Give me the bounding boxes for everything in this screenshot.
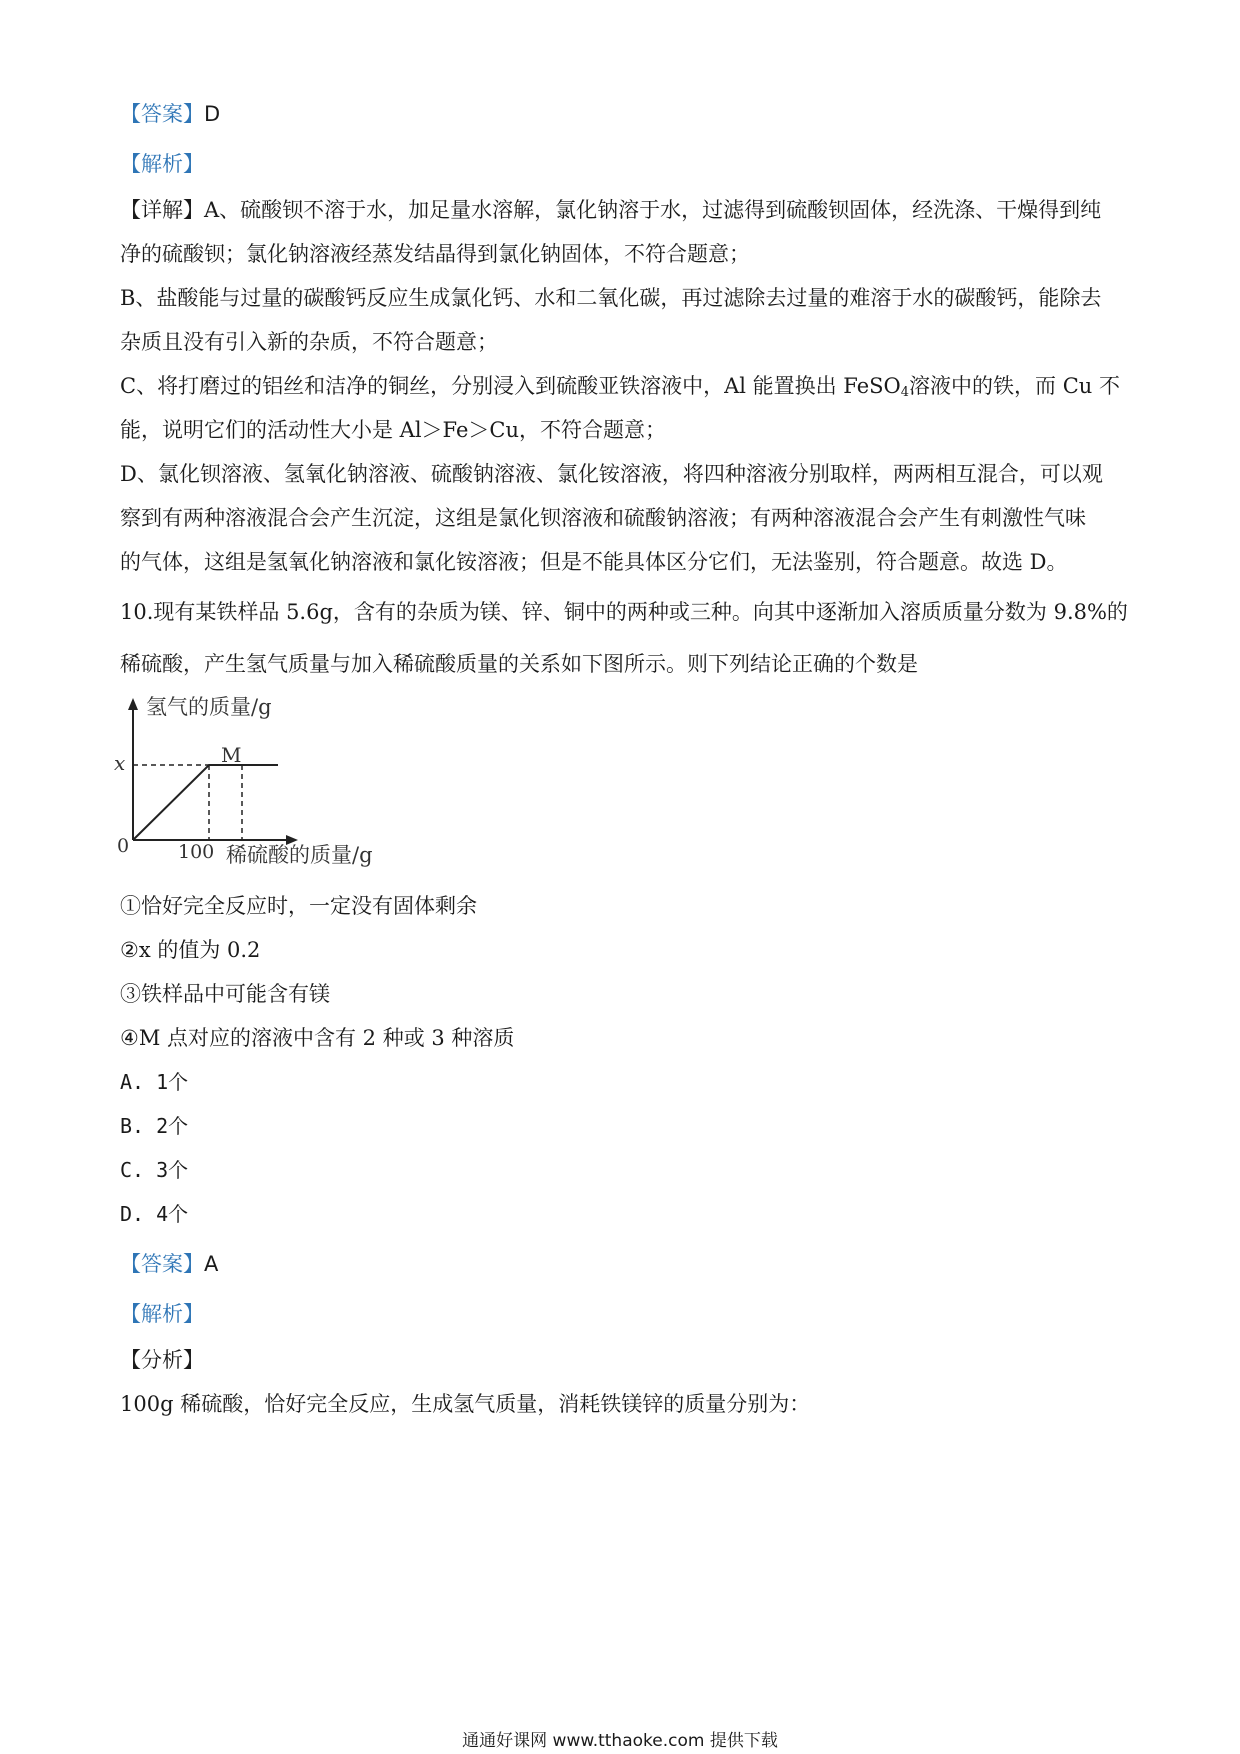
q10-fenxi-tag: 【分析】 bbox=[120, 1348, 204, 1372]
c-line-tail: 溶液中的铁，而 Cu 不 bbox=[909, 374, 1120, 398]
q9-detail-line-9: 的气体，这组是氢氧化钠溶液和氯化铵溶液；但是不能具体区分它们，无法鉴别，符合题意。故选 D。 bbox=[120, 550, 1068, 574]
q10-stem-line-1: 10.现有某铁样品 5.6g，含有的杂质为镁、锌、铜中的两种或三种。向其中逐渐加入溶质质量分数为 9.8%的 bbox=[120, 600, 1128, 624]
q10-analysis-tag: 【解析】 bbox=[120, 1302, 204, 1326]
answer-tag: 【答案】 bbox=[120, 1252, 204, 1276]
option-a: A. 1个 bbox=[120, 1070, 189, 1094]
answer-value: D bbox=[204, 102, 221, 126]
hydrogen-mass-chart bbox=[110, 690, 440, 880]
y-tick-label: x bbox=[114, 751, 126, 775]
page-footer: 通通好课网 www.tthaoke.com 提供下载 bbox=[462, 1731, 778, 1751]
q9-detail-line-4: 杂质且没有引入新的杂质，不符合题意； bbox=[120, 330, 498, 354]
y-axis-label: 氢气的质量/g bbox=[146, 695, 272, 719]
q10-answer bbox=[120, 1250, 218, 1278]
q9-detail-line-1: 【详解】A、硫酸钡不溶于水，加足量水溶解，氯化钠溶于水，过滤得到硫酸钡固体，经洗涤、干燥得到纯 bbox=[120, 198, 1102, 222]
y-axis-arrow bbox=[128, 698, 138, 710]
option-c: C. 3个 bbox=[120, 1158, 189, 1182]
q9-detail-line-3: B、盐酸能与过量的碳酸钙反应生成氯化钙、水和二氧化碳，再过滤除去过量的难溶于水的碳酸钙，能除去 bbox=[120, 286, 1102, 310]
c-line-head: C、将打磨过的铝丝和洁净的铜丝，分别浸入到硫酸亚铁溶液中，Al 能置换出 FeSO bbox=[120, 374, 901, 398]
q9-detail-line-7: D、氯化钡溶液、氢氧化钠溶液、硫酸钠溶液、氯化铵溶液，将四种溶液分别取样，两两相互混合，可以观 bbox=[120, 462, 1103, 486]
statement-4: ④M 点对应的溶液中含有 2 种或 3 种溶质 bbox=[120, 1026, 515, 1050]
statement-2: ②x 的值为 0.2 bbox=[120, 938, 261, 962]
option-b: B. 2个 bbox=[120, 1114, 189, 1138]
series-line bbox=[133, 765, 278, 840]
q9-answer bbox=[120, 100, 220, 128]
q9-detail-line-5 bbox=[120, 372, 1120, 407]
answer-value: A bbox=[204, 1252, 219, 1276]
c-line-subscript: 4 bbox=[900, 385, 910, 400]
answer-tag: 【答案】 bbox=[120, 102, 204, 126]
origin-label: 0 bbox=[117, 835, 130, 857]
q9-detail-line-2: 净的硫酸钡；氯化钠溶液经蒸发结晶得到氯化钠固体，不符合题意； bbox=[120, 242, 750, 266]
statement-1: ①恰好完全反应时，一定没有固体剩余 bbox=[120, 894, 477, 918]
x-axis-label: 稀硫酸的质量/g bbox=[226, 843, 373, 867]
q9-analysis-tag: 【解析】 bbox=[120, 152, 204, 176]
point-m-label: M bbox=[221, 743, 242, 767]
option-d: D. 4个 bbox=[120, 1202, 189, 1226]
statement-3: ③铁样品中可能含有镁 bbox=[120, 982, 330, 1006]
q10-stem-line-2: 稀硫酸，产生氢气质量与加入稀硫酸质量的关系如下图所示。则下列结论正确的个数是 bbox=[120, 652, 918, 676]
x-tick-label: 100 bbox=[178, 841, 215, 863]
q9-detail-line-8: 察到有两种溶液混合会产生沉淀，这组是氯化钡溶液和硫酸钠溶液；有两种溶液混合会产生有刺激性气味 bbox=[120, 506, 1086, 530]
q10-last-line: 100g 稀硫酸，恰好完全反应，生成氢气质量，消耗铁镁锌的质量分别为： bbox=[120, 1392, 811, 1416]
q9-detail-line-6: 能，说明它们的活动性大小是 Al＞Fe＞Cu，不符合题意； bbox=[120, 418, 666, 442]
